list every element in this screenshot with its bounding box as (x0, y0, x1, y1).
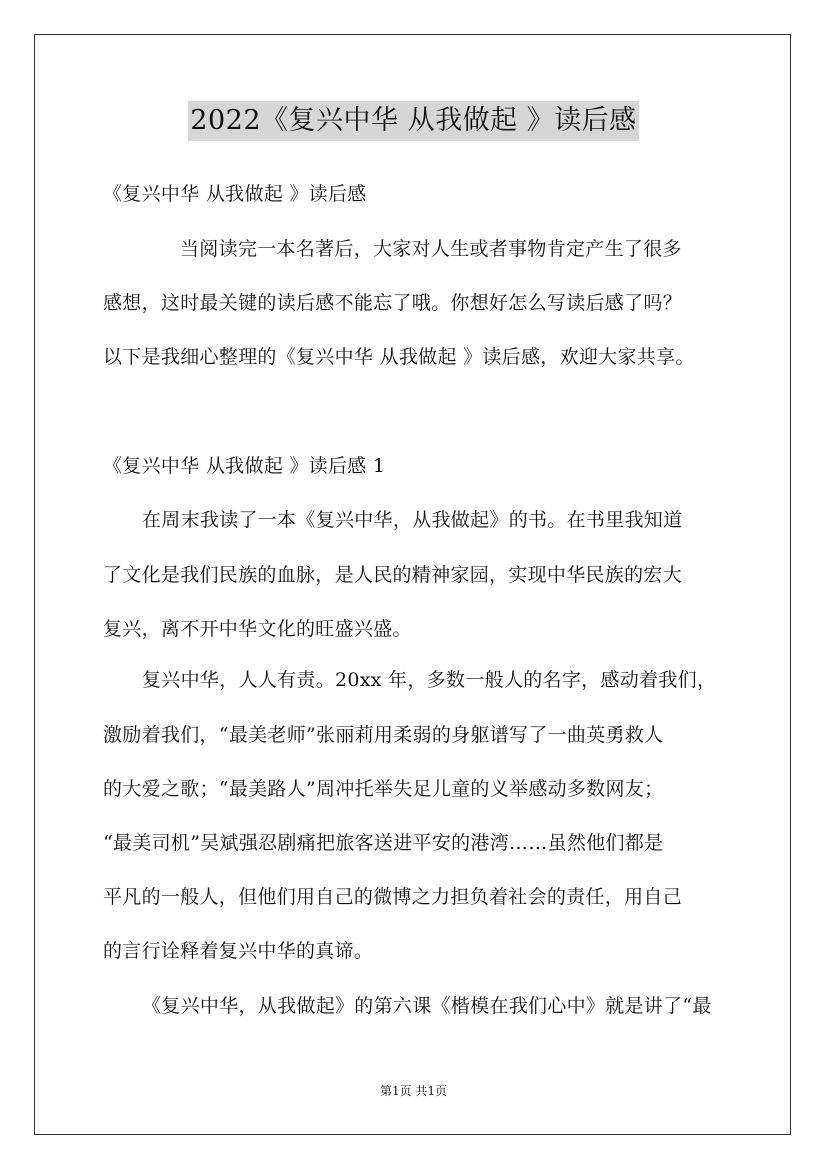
page-footer (0, 1083, 827, 1099)
paragraph-line: 《复兴中华，从我做起》的第六课《楷模在我们心中》就是讲了“最 (142, 995, 712, 1017)
page-number: 第1页 共1页 (379, 1084, 448, 1098)
paragraph-line: 的大爱之歌；“最美路人”周冲托举失足儿童的义举感动多数网友； (103, 778, 664, 800)
paragraph-line: 平凡的一般人，但他们用自己的微博之力担负着社会的责任，用自己 (103, 886, 683, 908)
paragraph-line: 的言行诠释着复兴中华的真谛。 (103, 940, 374, 962)
subtitle: 《复兴中华 从我做起 》读后感 (103, 183, 367, 205)
paragraph-line: 在周末我读了一本《复兴中华，从我做起》的书。在书里我知道 (142, 509, 683, 531)
paragraph-line: 了文化是我们民族的血脉，是人民的精神家园，实现中华民族的宏大 (103, 564, 683, 586)
document-title (0, 101, 827, 141)
paragraph-line: 激励着我们，“最美老师”张丽莉用柔弱的身躯谱写了一曲英勇救人 (103, 724, 664, 746)
paragraph-line: “最美司机”吴斌强忍剧痛把旅客送进平安的港湾……虽然他们都是 (103, 832, 664, 854)
intro-line: 当阅读完一本名著后，大家对人生或者事物肯定产生了很多 (180, 238, 682, 260)
intro-line: 感想，这时最关键的读后感不能忘了哦。你想好怎么写读后感了吗？ (103, 292, 683, 314)
paragraph-line: 复兴中华，人人有责。20xx 年，多数一般人的名字，感动着我们， (142, 669, 717, 691)
document-title-text: 2022《复兴中华 从我做起 》读后感 (188, 101, 638, 141)
intro-line: 以下是我细心整理的《复兴中华 从我做起 》读后感，欢迎大家共享。 (103, 346, 695, 368)
section-heading: 《复兴中华 从我做起 》读后感 1 (103, 455, 386, 477)
paragraph-line: 复兴，离不开中华文化的旺盛兴盛。 (103, 618, 412, 640)
